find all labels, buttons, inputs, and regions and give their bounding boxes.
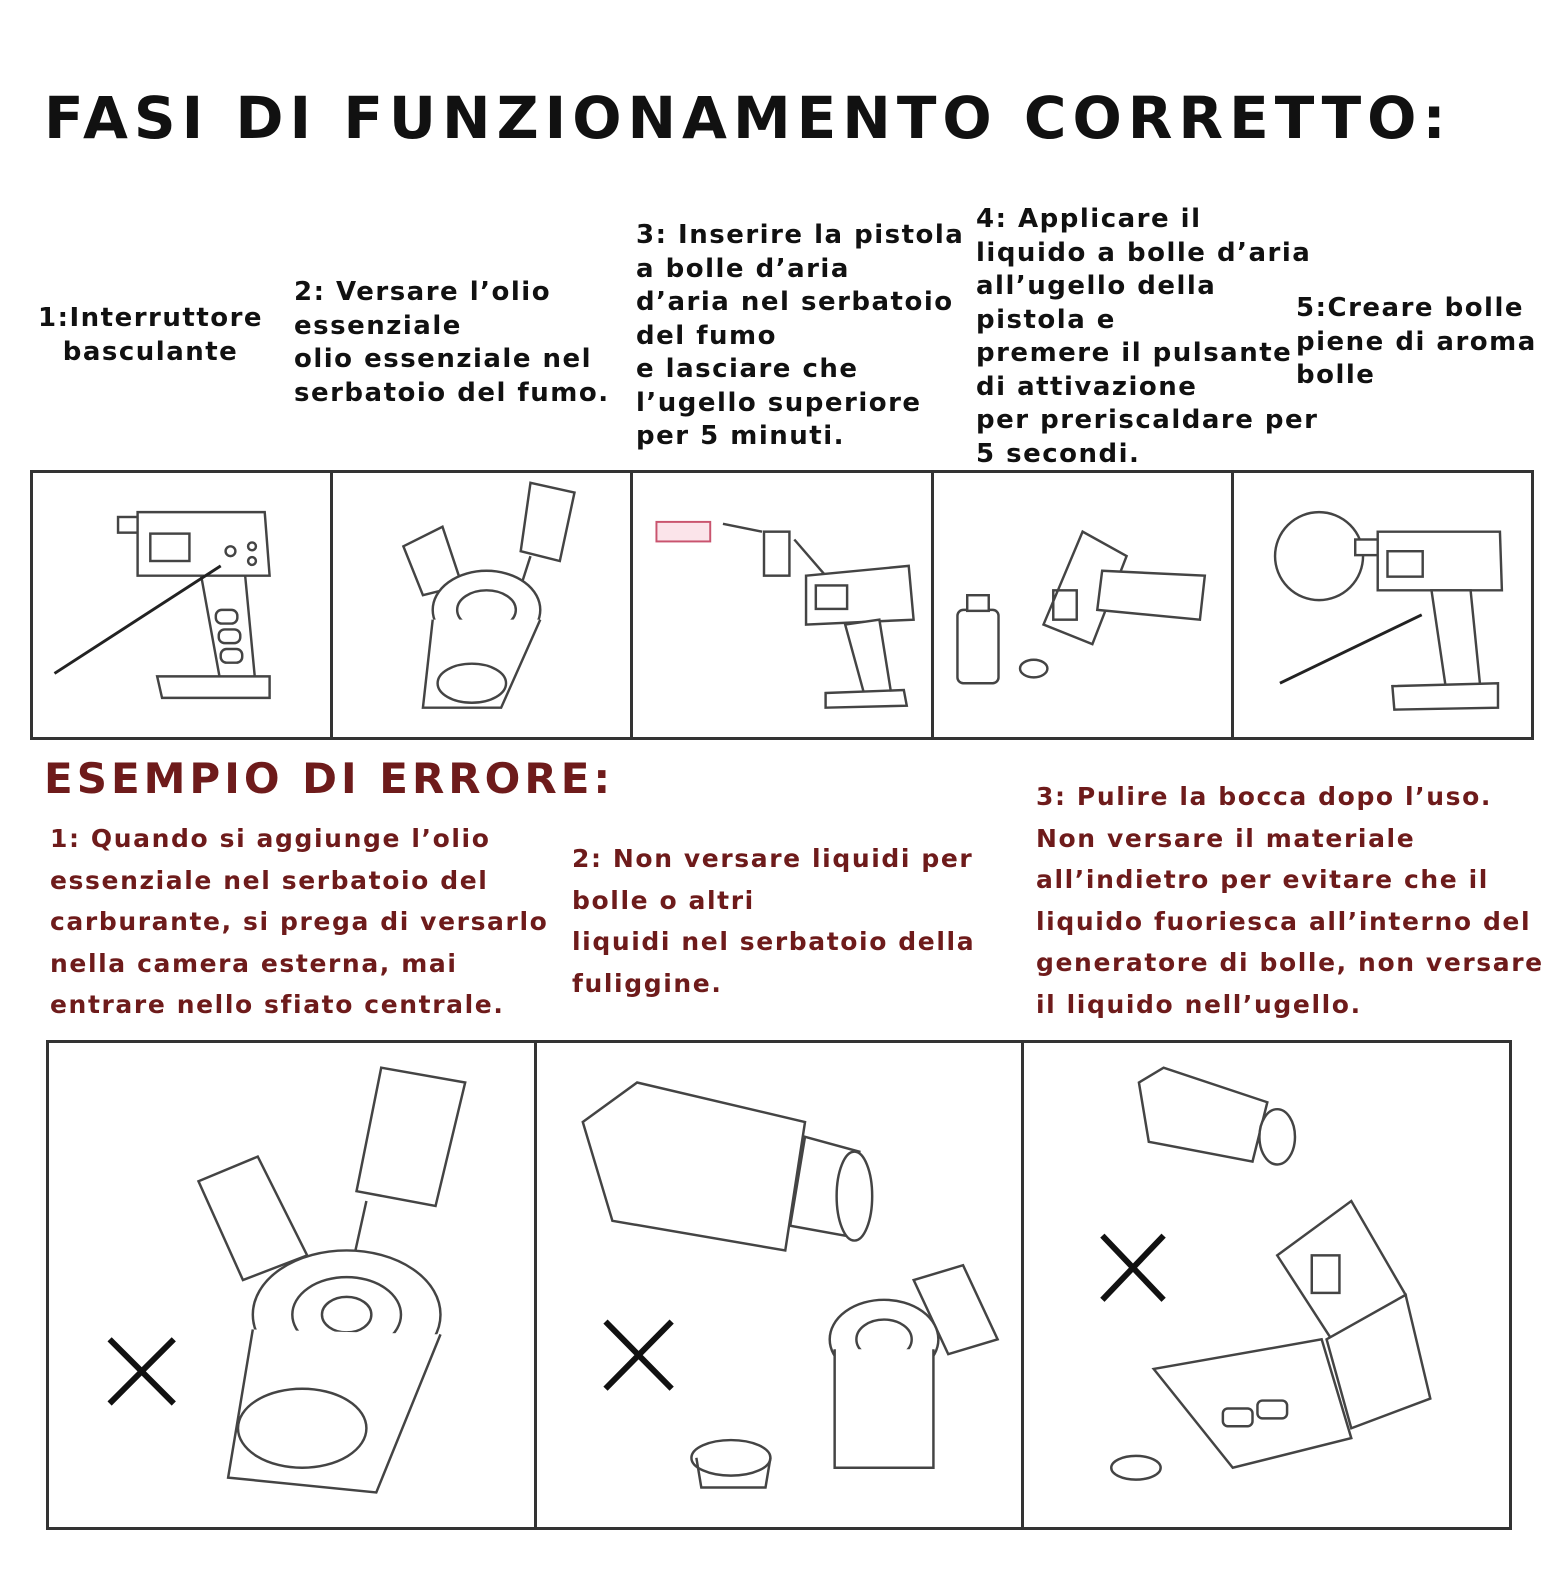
step-1-text: 1:Interruttore basculante (38, 303, 264, 367)
step-4-illustration (934, 473, 1234, 737)
step-2-text: 2: Versare l’olio essenziale olio essenziale nel serbatoio del fumo. (294, 277, 610, 408)
oil-pouring-icon (333, 473, 630, 737)
step-5-illustration (1234, 473, 1531, 737)
error-2-text: 2: Non versare liquidi per bolle o altri liquidi nel serbatoio della fuliggine. (572, 844, 976, 998)
bubble-creation-icon (1234, 473, 1531, 737)
error-3-text: 3: Pulire la bocca dopo l’uso. Non versare il materiale all’indietro per evitare che il liquido fuoriesca all’interno del generatore di bolle, non versare il liquido nell’ugello. (1036, 782, 1544, 1019)
wrong-liquid-icon (537, 1043, 1022, 1527)
nozzle-insert-icon (633, 473, 930, 737)
wrong-pouring-icon (49, 1043, 534, 1527)
error-1-text: 1: Quando si aggiunge l’olio essenziale nel serbatoio del carburante, si prega di versarlo nella camera esterna, mai entrare nello sfiato centrale. (50, 824, 549, 1019)
step-3-text: 3: Inserire la pistola a bolle d’aria d’aria nel serbatoio del fumo e lasciare che l’ugello superiore per 5 minuti. (636, 220, 965, 451)
wrong-nozzle-icon (1024, 1043, 1509, 1527)
step-5-text: 5:Creare bolle piene di aroma bolle (1296, 293, 1537, 390)
error-3-illustration (1024, 1043, 1509, 1527)
page-title: FASI DI FUNZIONAMENTO CORRETTO: (44, 84, 1452, 152)
bubble-gun-switch-icon (33, 473, 330, 737)
step-2-illustration (333, 473, 633, 737)
error-2-illustration (537, 1043, 1025, 1527)
steps-illustration-row (30, 470, 1534, 740)
bubble-liquid-icon (934, 473, 1231, 737)
step-1-illustration (33, 473, 333, 737)
error-illustration-row (46, 1040, 1512, 1530)
step-4-text: 4: Applicare il liquido a bolle d’aria all’ugello della pistola e premere il pulsante di attivazione per preriscaldare per 5 secondi. (976, 204, 1319, 469)
error-1-illustration (49, 1043, 537, 1527)
step-3-illustration (633, 473, 933, 737)
error-section-title: ESEMPIO DI ERRORE: (44, 754, 615, 803)
